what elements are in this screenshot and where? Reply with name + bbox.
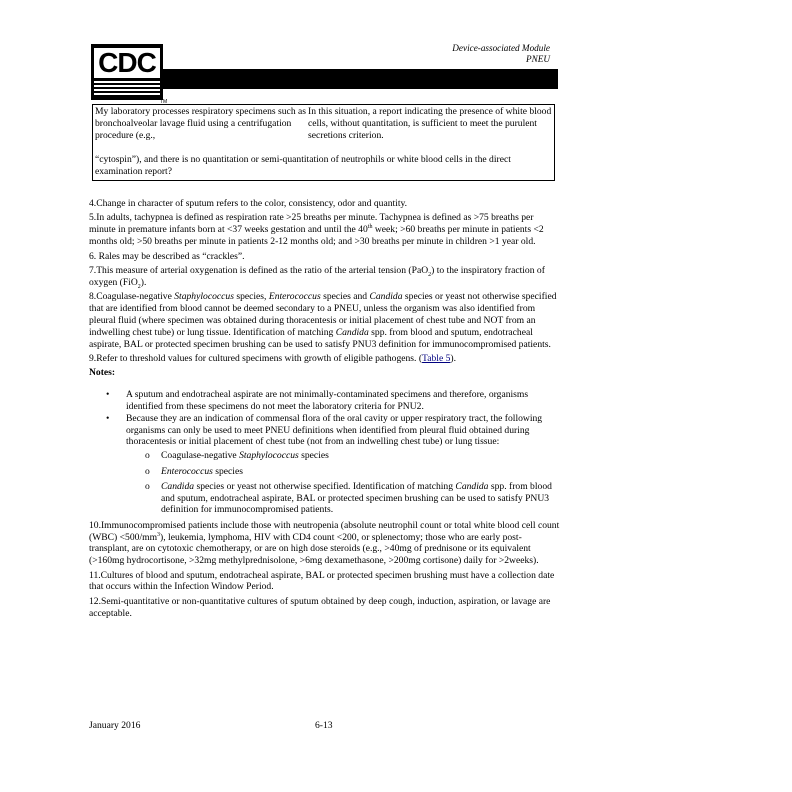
faq-question: My laboratory processes respiratory specimens such as bronchoalveolar lavage fluid using a centrifugation procedure (e.g., [95,106,307,141]
organism-list [126,450,561,516]
list-item: • A sputum and endotracheal aspirate are not minimally-contaminated specimens and therefore, organisms identified from these specimens do not meet the laboratory criteria for PNU2. [106,389,529,413]
note-4: 4.Change in character of sputum refers to the color, consistency, odor and quantity. [89,198,408,209]
module-name: Device-associated Module [452,43,550,53]
list-item: o Candida species or yeast not otherwise specified. Identification of matching Candida spp. from blood and sputum, endotracheal aspirate, BAL or protected specimen brushing can be used to satisfy PNU3 definition for immunocompromised patients. [145,480,552,516]
page-header [452,43,550,65]
note-8: 8.Coagulase-negative Staphylococcus species, Enterococcus species and Candida species or yeast not otherwise specified that are identified from blood cannot be deemed secondary to a PNEU, unless the organism was also identified from pleural fluid (where specimen was obtained during thoracentesis or initial placement of chest tube and NOT from an indwelling chest tube) or lung tissue. Identification of matching Candida spp. from blood and sputum, endotracheal aspirate, BAL or protected specimen brushing can be used to satisfy PNU3 definition for immunocompromised patients. [89,291,557,350]
list-item: o Coagulase-negative Staphylococcus species [145,450,329,462]
bullet-icon: • [106,412,110,424]
note-5: 5.In adults, tachypnea is defined as respiration rate >25 breaths per minute. Tachypnea is defined as >75 breaths per minute in premature infants born at <37 weeks gestation and until the 40th week; >60 breaths per minute in patients <2 months old; >50 breaths per minute in patients 2-12 months old; and >30 breaths per minute in children >1 year old. [89,212,544,248]
faq-box [92,104,555,181]
table-5-link[interactable]: Table 5 [422,353,451,364]
note-11: 11.Cultures of blood and sputum, endotracheal aspirate, BAL or protected specimen brushing must have a collection date that occurs within the Infection Window Period. [89,569,555,593]
list-item: • Because they are an indication of commensal flora of the oral cavity or upper respiratory tract, the following organisms can only be used to meet PNEU definitions when identified from pleural fluid obtained during thoracentesis or initial placement of chest tube (not from an indwelling chest tube) or lung tissue: o Coagulase-negative Staphylococcus species o Enterococcus species o Candida species or yeast not otherwise specified. Identification of matching Candida spp. from blood and sputum, endotracheal aspirate, BAL or protected specimen brushing can be used to satisfy PNU3 definition for immunocompromised patients. [89,413,561,516]
list-item: o Enterococcus species [145,465,243,477]
faq-answer: In this situation, a report indicating the presence of white blood cells, without quantitation, is sufficient to meet the purulent secretions criterion. [308,106,552,141]
notes-heading: Notes: [89,367,116,379]
note-10: 10.Immunocompromised patients include those with neutropenia (absolute neutrophil count or total white blood cell count $(WBC) <500/mm^3$), leukemia, lymphoma, HIV with CD4 count <200, or splenectomy; those who are early post-transplant, are on cytotoxic chemotherapy, or are on high dose steroids (e.g., >40mg of prednisone or its equivalent (>160mg hydrocortisone, >32mg methylprednisolone, >6mg dexamethasone, >200mg cortisone) daily for >2weeks). [89,519,560,567]
cdc-logo-stripes [94,81,160,95]
notes-body [89,198,561,622]
note-9: 9.Refer to threshold values for cultured specimens with growth of eligible pathogens. (Table 5). [89,353,457,364]
note-7: 7.This measure of arterial oxygenation is defined as the ratio of the arterial tension (PaO$_2$) to the inspiratory fraction of oxygen (FiO$_2$). [89,265,545,290]
note-12: 12.Semi-quantitative or non-quantitative cultures of sputum obtained by deep cough, induction, aspiration, or lavage are acceptable. [89,595,551,619]
faq-question-continued: “cytospin”), and there is no quantitation or semi-quantitation of neutrophils or white blood cells in the direct examination report? [95,154,511,177]
note-6: 6. Rales may be described as “crackles”. [89,250,245,262]
circle-bullet-icon: o [145,480,150,492]
trademark-mark: TM [160,99,168,105]
page-footer [89,720,561,732]
header-bar [163,69,558,89]
section-name: PNEU [526,54,550,64]
circle-bullet-icon: o [145,450,150,462]
page-number: 6-13 [315,720,333,731]
cdc-logo-text: CDC [94,48,160,78]
bullet-icon: • [106,389,110,401]
circle-bullet-icon: o [145,465,150,477]
cdc-logo [91,44,163,100]
notes-list [89,389,561,516]
footer-date: January 2016 [89,720,141,731]
